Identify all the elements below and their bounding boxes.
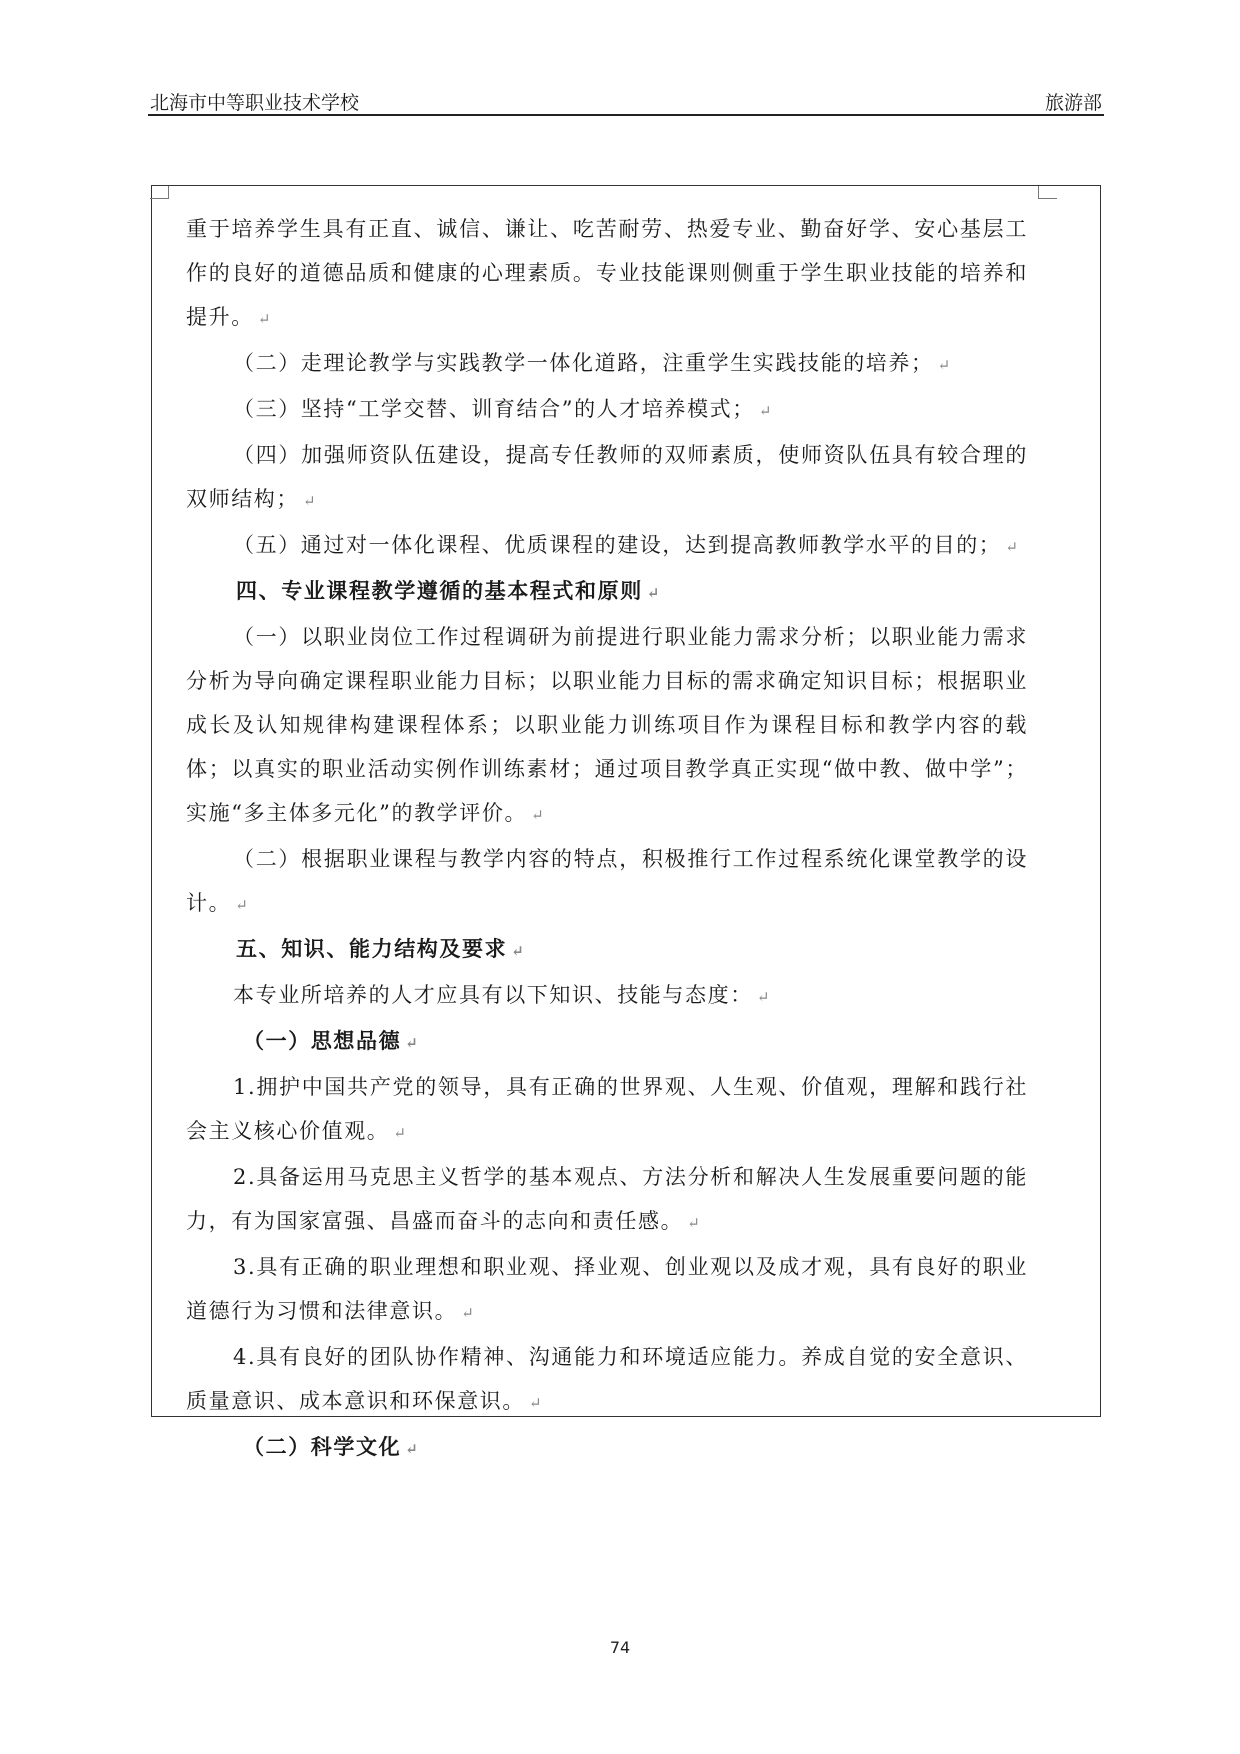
header-department: 旅游部 <box>1044 92 1102 114</box>
paragraph-mark-icon: ↵ <box>257 310 271 328</box>
body-text <box>186 207 1028 1471</box>
header-school-name: 北海市中等职业技术学校 <box>150 92 360 114</box>
subsection-heading: （二）科学文化 ↵ <box>243 1434 418 1459</box>
paragraph-mark-icon: ↵ <box>405 1440 418 1458</box>
paragraph: 2.具备运用马克思主义哲学的基本观点、方法分析和解决人生发展重要问题的能力，有为国家富强、昌盛而奋斗的志向和责任感。 ↵ <box>186 1165 1028 1233</box>
paragraph: 1.拥护中国共产党的领导，具有正确的世界观、人生观、价值观，理解和践行社会主义核心价值观。 ↵ <box>186 1075 1028 1143</box>
crop-mark-top-left <box>150 186 169 199</box>
paragraph: （三）坚持“工学交替、训育结合”的人才培养模式； ↵ <box>233 397 772 421</box>
paragraph: （四）加强师资队伍建设，提高专任教师的双师素质，使师资队伍具有较合理的双师结构； ↵ <box>186 443 1028 511</box>
header-rule <box>148 114 1104 116</box>
paragraph: （一）以职业岗位工作过程调研为前提进行职业能力需求分析；以职业能力需求分析为导向确定课程职业能力目标；以职业能力目标的需求确定知识目标；根据职业成长及认知规律构建课程体系；以职业能力训练项目作为课程目标和教学内容的载体；以真实的职业活动实例作训练素材；通过项目教学真正实现“做中教、做中学”；实施“多主体多元化”的教学评价。 ↵ <box>186 625 1028 825</box>
section-heading: 四、专业课程教学遵循的基本程式和原则 ↵ <box>236 578 660 603</box>
paragraph: 本专业所培养的人才应具有以下知识、技能与态度： ↵ <box>233 983 770 1007</box>
paragraph: 4.具有良好的团队协作精神、沟通能力和环境适应能力。养成自觉的安全意识、质量意识、成本意识和环保意识。 ↵ <box>186 1345 1028 1413</box>
paragraph-mark-icon: ↵ <box>758 402 772 420</box>
paragraph-mark-icon: ↵ <box>687 1214 700 1232</box>
paragraph-mark-icon: ↵ <box>1005 538 1018 556</box>
paragraph-mark-icon: ↵ <box>303 492 316 510</box>
paragraph-mark-icon: ↵ <box>531 806 544 824</box>
paragraph-mark-icon: ↵ <box>529 1394 542 1412</box>
crop-mark-top-right <box>1038 186 1057 199</box>
paragraph-mark-icon: ↵ <box>756 988 770 1006</box>
paragraph-mark-icon: ↵ <box>511 942 524 960</box>
paragraph: （二）根据职业课程与教学内容的特点，积极推行工作过程系统化课堂教学的设计。 ↵ <box>186 847 1028 915</box>
section-heading: 五、知识、能力结构及要求 ↵ <box>236 936 524 961</box>
paragraph-mark-icon: ↵ <box>461 1304 474 1322</box>
paragraph-mark-icon: ↵ <box>405 1034 418 1052</box>
page-number: 74 <box>609 1638 631 1657</box>
subsection-heading: （一）思想品德 ↵ <box>243 1028 418 1053</box>
paragraph: 重于培养学生具有正直、诚信、谦让、吃苦耐劳、热爱专业、勤奋好学、安心基层工作的良好的道德品质和健康的心理素质。专业技能课则侧重于学生职业技能的培养和提升。 ↵ <box>186 217 1028 329</box>
paragraph-mark-icon: ↵ <box>235 896 248 914</box>
paragraph-mark-icon: ↵ <box>646 584 660 602</box>
paragraph-mark-icon: ↵ <box>393 1124 406 1142</box>
paragraph-mark-icon: ↵ <box>937 356 951 374</box>
paragraph: 3.具有正确的职业理想和职业观、择业观、创业观以及成才观，具有良好的职业道德行为习惯和法律意识。 ↵ <box>186 1255 1028 1323</box>
paragraph: （五）通过对一体化课程、优质课程的建设，达到提高教师教学水平的目的； ↵ <box>233 533 1018 557</box>
paragraph: （二）走理论教学与实践教学一体化道路，注重学生实践技能的培养； ↵ <box>233 351 951 375</box>
